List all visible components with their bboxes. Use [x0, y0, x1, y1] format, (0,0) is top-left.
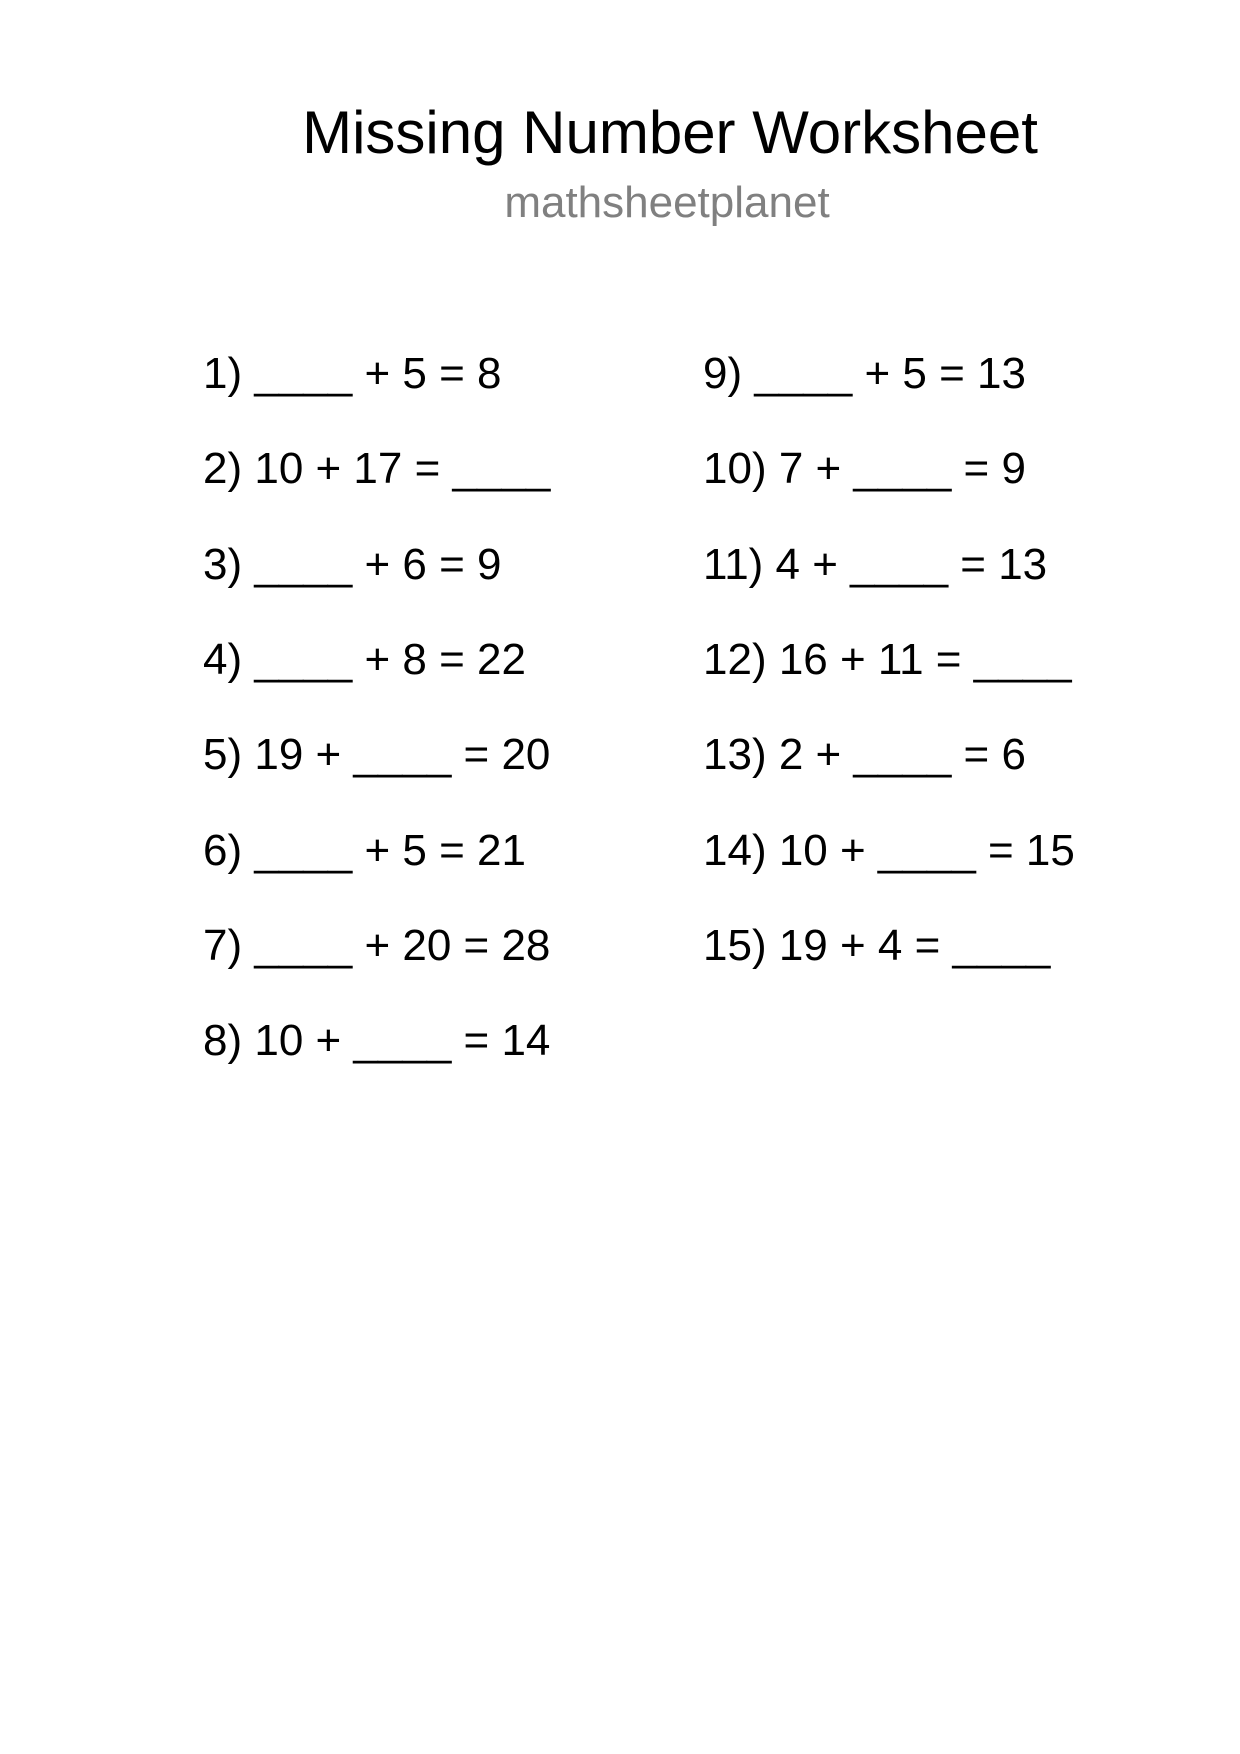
problem-11: 11) 4 + ____ = 13 [703, 540, 1048, 589]
problem-1: 1) ____ + 5 = 8 [203, 349, 502, 398]
problem-4: 4) ____ + 8 = 22 [203, 635, 526, 684]
problem-2: 2) 10 + 17 = ____ [203, 444, 551, 493]
problem-14: 14) 10 + ____ = 15 [703, 826, 1075, 875]
worksheet-title: Missing Number Worksheet [302, 99, 1038, 166]
problem-9: 9) ____ + 5 = 13 [703, 349, 1026, 398]
problem-13: 13) 2 + ____ = 6 [703, 730, 1026, 779]
problem-12: 12) 16 + 11 = ____ [703, 635, 1072, 684]
problem-7: 7) ____ + 20 = 28 [203, 921, 551, 970]
problem-8: 8) 10 + ____ = 14 [203, 1016, 551, 1065]
problem-5: 5) 19 + ____ = 20 [203, 730, 551, 779]
problem-6: 6) ____ + 5 = 21 [203, 826, 526, 875]
problem-3: 3) ____ + 6 = 9 [203, 540, 502, 589]
worksheet-source-subtitle: mathsheetplanet [504, 178, 830, 227]
problem-10: 10) 7 + ____ = 9 [703, 444, 1026, 493]
problem-15: 15) 19 + 4 = ____ [703, 921, 1051, 970]
